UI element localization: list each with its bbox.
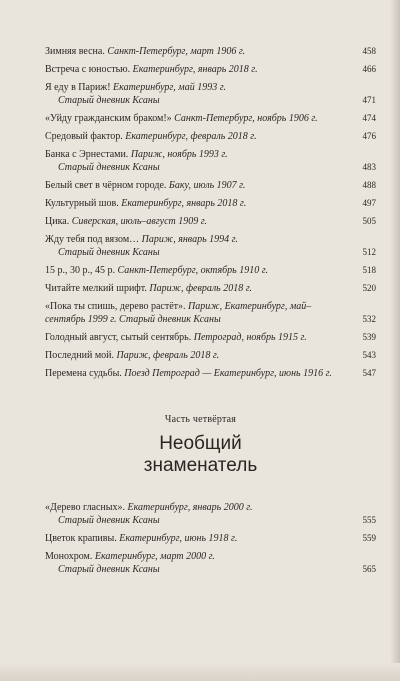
chapter-title: Жду тебя под вязом… xyxy=(45,234,140,245)
part-title-line-2: знаменатель xyxy=(143,455,258,476)
chapter-title: Зимняя весна. xyxy=(45,46,105,57)
toc-entry-text xyxy=(45,550,358,576)
chapter-title: Монохром. xyxy=(45,551,93,562)
chapter-subtitle: Старый дневник Ксаны xyxy=(58,247,160,258)
toc-entry-text xyxy=(45,63,358,76)
part-heading xyxy=(45,414,356,477)
chapter-place-date: Екатеринбург, июнь 1918 г. xyxy=(119,533,238,544)
toc-entry xyxy=(45,81,376,107)
page-number: 547 xyxy=(362,368,376,378)
chapter-title: Культурный шов. xyxy=(45,198,119,209)
chapter-place-date: Санкт-Петербург, октябрь 1910 г. xyxy=(117,265,268,276)
toc-entry-text xyxy=(45,148,358,174)
toc-entry xyxy=(45,264,376,277)
toc-entry-text xyxy=(45,215,358,228)
toc-entry xyxy=(45,550,376,576)
chapter-place-date: Екатеринбург, январь 2018 г. xyxy=(132,64,258,75)
chapter-title: Последний мой. xyxy=(45,350,115,361)
toc-entry-text xyxy=(45,300,358,326)
page-number: 474 xyxy=(362,113,376,123)
toc-entry-text xyxy=(45,282,358,295)
chapter-place-date: Екатеринбург, январь 2000 г. xyxy=(127,502,253,513)
toc-entry xyxy=(45,215,376,228)
table-of-contents-part-3 xyxy=(45,45,376,380)
part-label: Часть четвёртая xyxy=(164,414,237,425)
toc-entry-text xyxy=(45,331,358,344)
toc-entry-text xyxy=(45,45,358,58)
toc-entry xyxy=(45,63,376,76)
chapter-title: Встреча с юностью. xyxy=(45,64,131,75)
chapter-subtitle: Старый дневник Ксаны xyxy=(58,95,160,106)
toc-entry xyxy=(45,331,376,344)
toc-entry xyxy=(45,501,376,527)
chapter-place-date: Екатеринбург, май 1993 г. xyxy=(113,82,226,93)
page-number: 471 xyxy=(362,95,376,105)
toc-entry-text xyxy=(45,501,358,527)
page-number: 458 xyxy=(362,46,376,56)
toc-entry xyxy=(45,45,376,58)
chapter-title: Цика. xyxy=(45,216,70,227)
chapter-place-date: Санкт-Петербург, ноябрь 1906 г. xyxy=(174,113,318,124)
chapter-place-date: Париж, Екатеринбург, май–сентябрь 1999 г. Старый дневник Ксаны xyxy=(45,301,312,325)
toc-entry xyxy=(45,233,376,259)
chapter-place-date: Екатеринбург, март 2000 г. xyxy=(94,551,215,562)
chapter-title: «Уйду гражданским браком!» xyxy=(45,113,172,124)
chapter-title: Банка с Эрнестами. xyxy=(45,149,129,160)
page-number: 532 xyxy=(362,314,376,324)
chapter-title: Перемена судьбы. xyxy=(45,368,122,379)
chapter-title: Средовый фактор. xyxy=(45,131,123,142)
page-number: 512 xyxy=(362,247,376,257)
page-number: 520 xyxy=(362,283,376,293)
chapter-subtitle: Старый дневник Ксаны xyxy=(58,515,160,526)
chapter-title: Голодный август, сытый сентябрь. xyxy=(45,332,192,343)
table-of-contents-part-4 xyxy=(45,501,376,576)
chapter-place-date: Париж, февраль 2018 г. xyxy=(149,283,253,294)
toc-entry xyxy=(45,148,376,174)
toc-entry xyxy=(45,282,376,295)
chapter-subtitle: Старый дневник Ксаны xyxy=(58,564,160,575)
toc-entry-text xyxy=(45,233,358,259)
page-number: 518 xyxy=(362,265,376,275)
page-number: 488 xyxy=(362,180,376,190)
page-number: 559 xyxy=(362,533,376,543)
chapter-place-date: Париж, ноябрь 1993 г. xyxy=(130,149,228,160)
toc-entry-text xyxy=(45,112,358,125)
chapter-subtitle: Старый дневник Ксаны xyxy=(58,162,160,173)
part-title-line-1: Необщий xyxy=(159,433,242,454)
toc-entry xyxy=(45,532,376,545)
page-number: 565 xyxy=(362,564,376,574)
chapter-place-date: Париж, январь 1994 г. xyxy=(141,234,238,245)
chapter-title: «Пока ты спишь, дерево растёт». xyxy=(45,301,186,312)
toc-entry xyxy=(45,367,376,380)
chapter-place-date: Париж, февраль 2018 г. xyxy=(116,350,220,361)
page-number: 539 xyxy=(362,332,376,342)
toc-entry-text xyxy=(45,367,358,380)
toc-entry xyxy=(45,300,376,326)
page-number: 497 xyxy=(362,198,376,208)
chapter-title: «Дерево гласных». xyxy=(45,502,126,513)
page-number: 555 xyxy=(362,515,376,525)
page-number: 483 xyxy=(362,162,376,172)
toc-entry-text xyxy=(45,197,358,210)
chapter-title: Я еду в Париж! xyxy=(45,82,111,93)
page-number: 505 xyxy=(362,216,376,226)
toc-entry-text xyxy=(45,179,358,192)
part-title xyxy=(45,433,356,477)
page-number: 466 xyxy=(362,64,376,74)
chapter-place-date: Екатеринбург, февраль 2018 г. xyxy=(125,131,257,142)
chapter-place-date: Сиверская, июль–август 1909 г. xyxy=(71,216,208,227)
page-number: 476 xyxy=(362,131,376,141)
page-edge-shadow xyxy=(390,0,400,681)
toc-entry xyxy=(45,112,376,125)
chapter-title: Белый свет в чёрном городе. xyxy=(45,180,167,191)
toc-entry-text xyxy=(45,532,358,545)
chapter-place-date: Екатеринбург, январь 2018 г. xyxy=(121,198,247,209)
chapter-place-date: Поезд Петроград — Екатеринбург, июнь 1916 г. xyxy=(124,368,332,379)
toc-entry-text xyxy=(45,81,358,107)
toc-entry xyxy=(45,197,376,210)
toc-entry-text xyxy=(45,349,358,362)
toc-entry xyxy=(45,349,376,362)
chapter-place-date: Санкт-Петербург, март 1906 г. xyxy=(107,46,246,57)
toc-entry xyxy=(45,179,376,192)
chapter-title: Читайте мелкий шрифт. xyxy=(45,283,147,294)
chapter-place-date: Петроград, ноябрь 1915 г. xyxy=(193,332,307,343)
page-bottom-edge xyxy=(0,663,400,681)
toc-entry xyxy=(45,130,376,143)
chapter-title: Цветок крапивы. xyxy=(45,533,117,544)
toc-entry-text xyxy=(45,264,358,277)
chapter-title: 15 р., 30 р., 45 р. xyxy=(45,265,115,276)
page-number: 543 xyxy=(362,350,376,360)
chapter-place-date: Баку, июль 1907 г. xyxy=(168,180,246,191)
toc-entry-text xyxy=(45,130,358,143)
